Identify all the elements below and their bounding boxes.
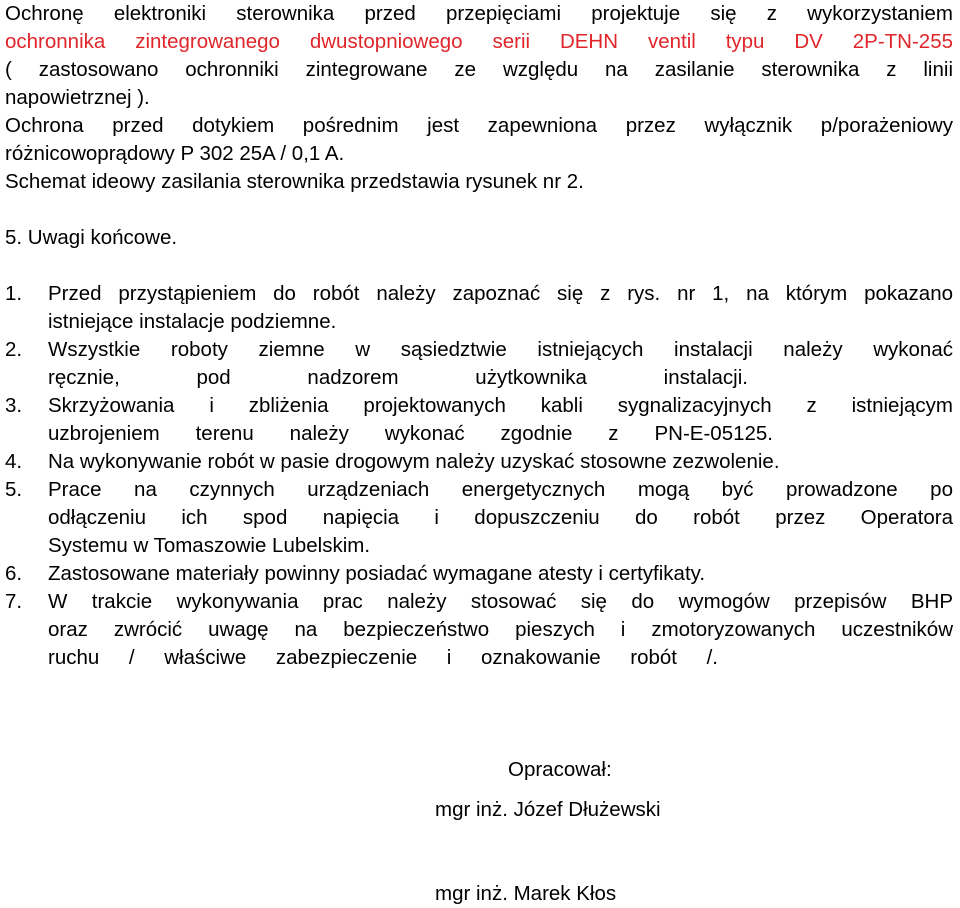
item-1-line-1: Przed przystąpieniem do robót należy zapoznać się z rys. nr 1, na którym pokazano	[48, 282, 953, 305]
item-7-number: 7.	[5, 590, 23, 613]
item-1-line-2: istniejące instalacje podziemne.	[48, 310, 337, 333]
item-2-number: 2.	[5, 338, 23, 361]
intro-line-3: ( zastosowano ochronniki zintegrowane ze względu na zasilanie sterownika z linii	[5, 58, 953, 81]
signature-author-2: mgr inż. Marek Kłos	[435, 882, 617, 905]
item-5-line-2: odłączeniu ich spod napięcia i dopuszczeniu do robót przez Operatora	[48, 506, 953, 529]
item-2-line-2: ręcznie, pod nadzorem użytkownika instalacji.	[48, 366, 748, 389]
item-1-number: 1.	[5, 282, 23, 305]
item-3-number: 3.	[5, 394, 23, 417]
item-4-line-1: Na wykonywanie robót w pasie drogowym należy uzyskać stosowne zezwolenie.	[48, 450, 780, 473]
item-6-number: 6.	[5, 562, 23, 585]
intro-line-4: napowietrznej ).	[5, 86, 150, 109]
item-7-line-2: oraz zwrócić uwagę na bezpieczeństwo pieszych i zmotoryzowanych uczestników	[48, 618, 953, 641]
item-7-line-1: W trakcie wykonywania prac należy stosować się do wymogów przepisów BHP	[48, 590, 953, 613]
intro-line-7: Schemat ideowy zasilania sterownika przedstawia rysunek nr 2.	[5, 170, 584, 193]
signature-author-1: mgr inż. Józef Dłużewski	[435, 798, 661, 821]
item-2-line-1: Wszystkie roboty ziemne w sąsiedztwie istniejących instalacji należy wykonać	[48, 338, 953, 361]
intro-line-2-highlight: ochronnika zintegrowanego dwustopniowego serii DEHN ventil typu DV 2P-TN-255	[5, 30, 953, 53]
item-4-number: 4.	[5, 450, 23, 473]
item-3-line-1: Skrzyżowania i zbliżenia projektowanych kabli sygnalizacyjnych z istniejącym	[48, 394, 953, 417]
intro-line-5: Ochrona przed dotykiem pośrednim jest zapewniona przez wyłącznik p/porażeniowy	[5, 114, 953, 137]
intro-line-6: różnicowoprądowy P 302 25A / 0,1 A.	[5, 142, 345, 165]
item-3-line-2: uzbrojeniem terenu należy wykonać zgodnie z PN-E-05125.	[48, 422, 773, 445]
item-7-line-3: ruchu / właściwe zabezpieczenie i oznakowanie robót /.	[48, 646, 718, 669]
signature-label: Opracował:	[508, 758, 612, 781]
item-5-number: 5.	[5, 478, 23, 501]
item-5-line-3: Systemu w Tomaszowie Lubelskim.	[48, 534, 371, 557]
intro-line-1: Ochronę elektroniki sterownika przed przepięciami projektuje się z wykorzystaniem	[5, 2, 953, 25]
item-6-line-1: Zastosowane materiały powinny posiadać wymagane atesty i certyfikaty.	[48, 562, 706, 585]
section-heading: 5. Uwagi końcowe.	[5, 226, 178, 249]
item-5-line-1: Prace na czynnych urządzeniach energetycznych mogą być prowadzone po	[48, 478, 953, 501]
